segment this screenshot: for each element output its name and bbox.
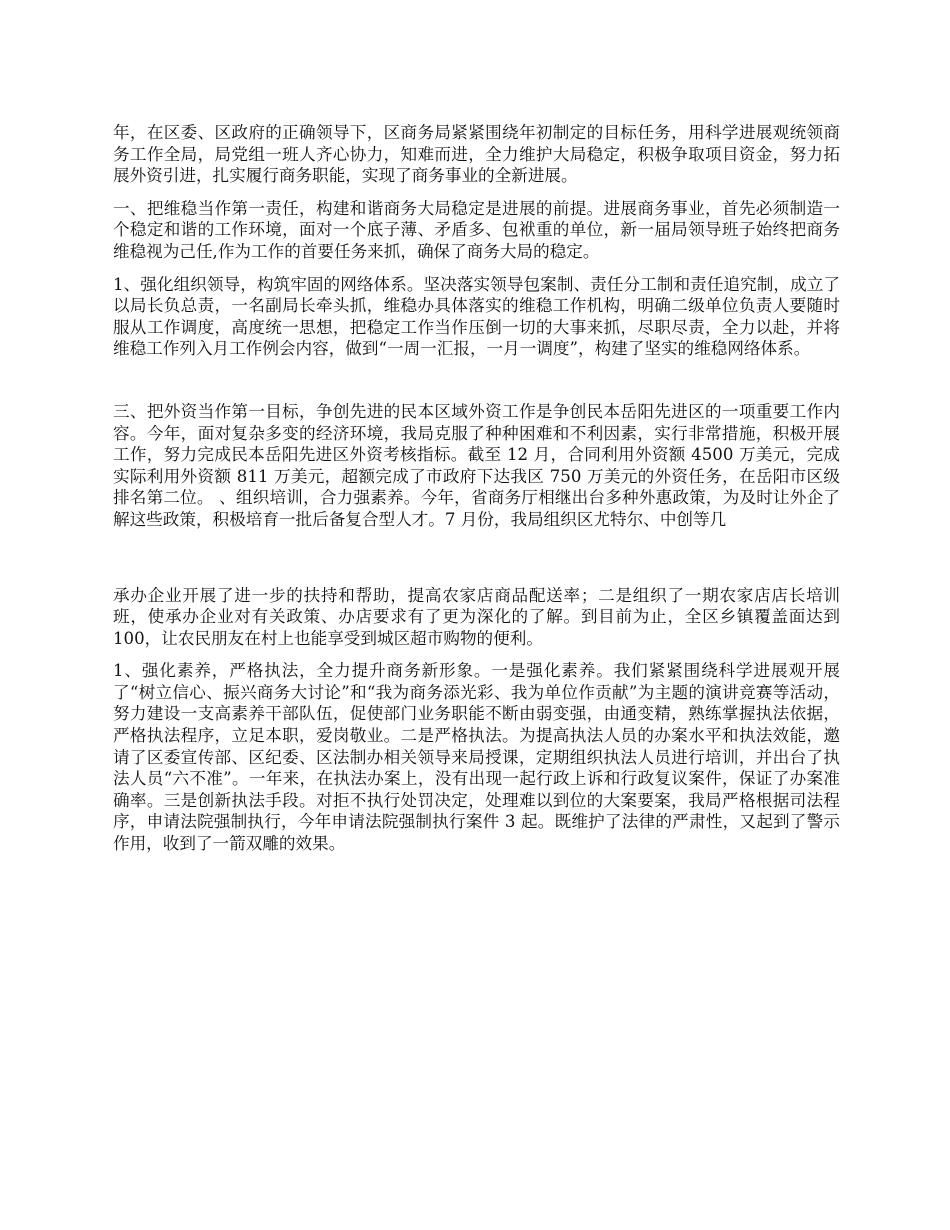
paragraph-section-one: 一、把维稳当作第一责任，构建和谐商务大局稳定是进展的前提。进展商务事业，首先必须制造一个稳定和谐的工作环境，面对一个底子薄、矛盾多、包袱重的单位，新一届局领导班子始终把商务维稳视为己任,作为工作的首要任务来抓，确保了商务大局的稳定。 [113, 198, 840, 261]
paragraph-intro: 年，在区委、区政府的正确领导下，区商务局紧紧围绕年初制定的目标任务，用科学进展观统领商务工作全局，局党组一班人齐心协力，知难而进，全力维护大局稳定，积极争取项目资金，努力拓展外资引进，扎实履行商务职能，实现了商务事业的全新进展。 [113, 123, 840, 186]
paragraph-law-enforcement: 1、强化素养，严格执法，全力提升商务新形象。一是强化素养。我们紧紧围绕科学进展观开展了“树立信心、振兴商务大讨论”和“我为商务添光彩、我为单位作贡献”为主题的演讲竞赛等活动，努力建设一支高素养干部队伍，促使部门业务职能不断由弱变强，由通变精，熟练掌握执法依据，严格执法程序，立足本职，爱岗敬业。二是严格执法。为提高执法人员的办案水平和执法效能，邀请了区委宣传部、区纪委、区法制办相关领导来局授课，定期组织执法人员进行培训，并出台了执法人员“六不准”。一年来，在执法办案上，没有出现一起行政上诉和行政复议案件，保证了办案准确率。三是创新执法手段。对拒不执行处罚决定，处理难以到位的大案要案，我局严格根据司法程序，申请法院强制执行，今年申请法院强制执行案件 3 起。既维护了法律的严肃性，又起到了警示作用，收到了一箭双雕的效果。 [113, 661, 840, 854]
paragraph-section-three: 三、把外资当作第一目标，争创先进的民本区域外资工作是争创民本岳阳先进区的一项重要工作内容。今年，面对复杂多变的经济环境，我局克服了种种困难和不利因素，实行非常措施，积极开展工作，努力完成民本岳阳先进区外资考核指标。截至 12 月，合同利用外资额 4500 万美元，完成实际利用外资额 811 万美元，超额完成了市政府下达我区 750 万美元的外资任务，在岳阳市区级排名第二位。 、组织培训，合力强素养。今年，省商务厅相继出台多种外惠政策，为及时让外企了解这些政策，积极培育一批后备复合型人才。7 月份，我局组织区尤特尔、中创等几 [113, 401, 840, 529]
paragraph-rural-stores: 承办企业开展了进一步的扶持和帮助，提高农家店商品配送率；二是组织了一期农家店店长培训班，使承办企业对有关政策、办店要求有了更为深化的了解。到目前为止，全区乡镇覆盖面达到 100，让农民朋友在村上也能享受到城区超市购物的便利。 [113, 585, 840, 648]
blank-gap [113, 542, 840, 585]
blank-gap [113, 371, 840, 401]
document-body [113, 122, 840, 866]
paragraph-item-organization: 1、强化组织领导，构筑牢固的网络体系。坚决落实领导包案制、责任分工制和责任追究制，成立了以局长负总责，一名副局长牵头抓，维稳办具体落实的维稳工作机构，明确二级单位负责人要随时服从工作调度，高度统一思想，把稳定工作当作压倒一切的大事来抓，尽职尽责，全力以赴，并将维稳工作列入月工作例会内容，做到“一周一汇报，一月一调度”，构建了坚实的维稳网络体系。 [113, 274, 840, 359]
